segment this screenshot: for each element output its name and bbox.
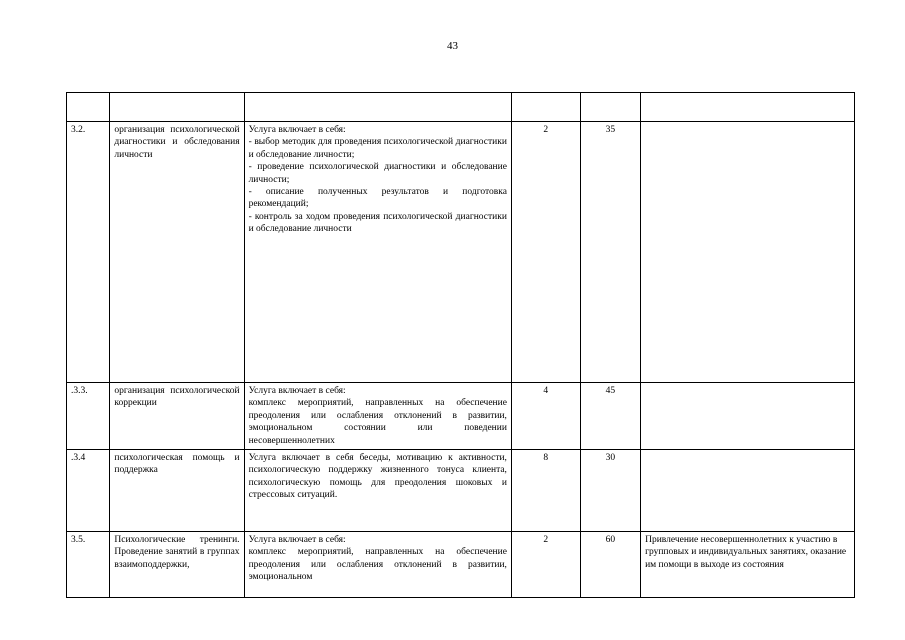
description-line: - выбор методик для проведения психологической диагностики и обследование личности; <box>248 137 507 160</box>
cell-description <box>244 122 511 383</box>
page-number: 43 <box>447 40 458 52</box>
cell-description <box>244 532 511 598</box>
cell-description <box>244 93 511 122</box>
description-line: - описание полученных результатов и подготовка рекомендаций; <box>248 187 507 210</box>
cell-time: 35 <box>580 122 641 383</box>
table-row <box>67 450 855 532</box>
cell-num: .3.3. <box>67 383 110 450</box>
cell-num: 3.2. <box>67 122 110 383</box>
description-line: комплекс мероприятий, направленных на обеспечение преодоления или ослабления отклонений в развитии, эмоциональном состоянии или поведении несовершеннолетних <box>248 398 507 446</box>
cell-time: 30 <box>580 450 641 532</box>
description-line: - проведение психологической диагностики и обследование личности; <box>248 162 507 185</box>
cell-note <box>641 93 855 122</box>
description-line: Услуга включает в себя: <box>248 386 346 396</box>
table-row <box>67 532 855 598</box>
cell-description <box>244 383 511 450</box>
cell-name: организация психологической диагностики и обследования личности <box>110 122 244 383</box>
description-line: Услуга включает в себя беседы, мотивацию к активности, психологическую поддержку жизненного тонуса клиента, психологическую помощь для преодоления шоковых и стрессовых ситуаций. <box>248 453 507 501</box>
cell-time: 45 <box>580 383 641 450</box>
cell-num <box>67 93 110 122</box>
cell-quantity <box>511 93 580 122</box>
description-line: комплекс мероприятий, направленных на обеспечение преодоления или ослабления отклонений в развитии, эмоциональном <box>248 547 507 583</box>
cell-note: Привлечение несовершеннолетних к участию в групповых и индивидуальных занятиях, оказание им помощи в выходе из состояния <box>641 532 855 598</box>
cell-quantity: 8 <box>511 450 580 532</box>
cell-name: организация психологической коррекции <box>110 383 244 450</box>
cell-quantity: 2 <box>511 532 580 598</box>
cell-time <box>580 93 641 122</box>
cell-quantity: 2 <box>511 122 580 383</box>
table-row <box>67 122 855 383</box>
cell-quantity: 4 <box>511 383 580 450</box>
cell-name <box>110 93 244 122</box>
cell-name: психологическая помощь и поддержка <box>110 450 244 532</box>
services-table <box>66 92 855 598</box>
cell-description <box>244 450 511 532</box>
description-line: Услуга включает в себя: <box>248 125 346 135</box>
cell-num: .3.4 <box>67 450 110 532</box>
table-row-empty <box>67 93 855 122</box>
description-line: - контроль за ходом проведения психологической диагностики и обследование личности <box>248 211 507 235</box>
cell-note <box>641 450 855 532</box>
table-row <box>67 383 855 450</box>
cell-time: 60 <box>580 532 641 598</box>
cell-num: 3.5. <box>67 532 110 598</box>
cell-note <box>641 122 855 383</box>
cell-name: Психологические тренинги. Проведение занятий в группах взаимоподдержки, <box>110 532 244 598</box>
description-line: Услуга включает в себя: <box>248 535 346 545</box>
cell-note <box>641 383 855 450</box>
